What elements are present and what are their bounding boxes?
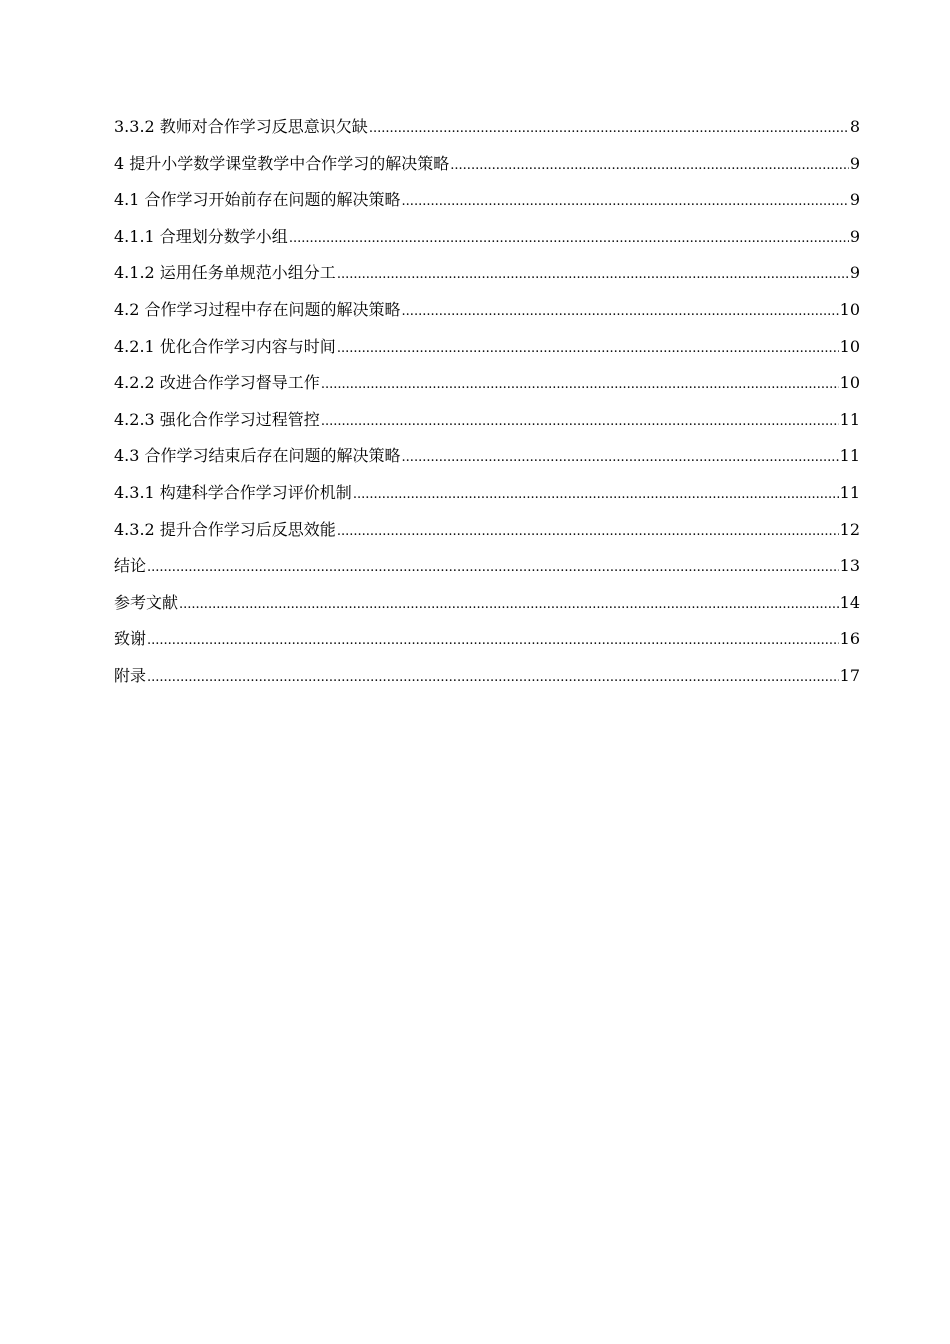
toc-entry-label: 4.1.2 运用任务单规范小组分工 bbox=[114, 263, 336, 283]
toc-entry bbox=[114, 480, 860, 517]
toc-entry-label: 4.3.1 构建科学合作学习评价机制 bbox=[114, 482, 352, 502]
toc-dot-leader bbox=[337, 336, 839, 362]
toc-entry-page: 17 bbox=[839, 665, 860, 685]
toc-entry-label: 4.2 合作学习过程中存在问题的解决策略 bbox=[114, 299, 401, 319]
toc-entry bbox=[114, 297, 860, 334]
toc-dot-leader bbox=[289, 226, 849, 252]
toc-entry-label: 4.1 合作学习开始前存在问题的解决策略 bbox=[114, 190, 401, 210]
toc-entry-label: 4 提升小学数学课堂教学中合作学习的解决策略 bbox=[114, 153, 450, 173]
toc-entry-page: 10 bbox=[839, 336, 860, 356]
toc-entry bbox=[114, 663, 860, 700]
toc-dot-leader bbox=[402, 299, 839, 325]
toc-entry-page: 8 bbox=[849, 117, 860, 136]
toc-entry-label: 结论 bbox=[114, 556, 147, 576]
toc-entry bbox=[114, 590, 860, 627]
toc-dot-leader bbox=[147, 628, 839, 654]
toc-entry bbox=[114, 187, 860, 224]
toc-entry-label: 4.1.1 合理划分数学小组 bbox=[114, 226, 288, 246]
toc-entry-page: 9 bbox=[849, 153, 860, 173]
toc-entry bbox=[114, 553, 860, 590]
toc-entry-label: 附录 bbox=[114, 665, 147, 685]
toc-entry-page: 9 bbox=[849, 263, 860, 283]
toc-entry-label: 致谢 bbox=[114, 629, 147, 649]
toc-dot-leader bbox=[321, 409, 839, 435]
toc-dot-leader bbox=[321, 372, 839, 398]
table-of-contents bbox=[114, 114, 860, 700]
toc-entry bbox=[114, 517, 860, 554]
toc-entry-page: 11 bbox=[839, 409, 860, 429]
toc-entry-page: 10 bbox=[839, 373, 860, 393]
toc-dot-leader bbox=[147, 665, 839, 691]
toc-entry-page: 16 bbox=[839, 629, 860, 649]
toc-entry-page: 10 bbox=[839, 299, 860, 319]
toc-dot-leader bbox=[337, 519, 839, 545]
toc-entry-label: 3.3.2 教师对合作学习反思意识欠缺 bbox=[114, 117, 368, 136]
toc-entry-page: 11 bbox=[839, 482, 860, 502]
toc-entry-label: 4.3 合作学习结束后存在问题的解决策略 bbox=[114, 446, 401, 466]
toc-entry bbox=[114, 407, 860, 444]
toc-entry-page: 12 bbox=[839, 519, 860, 539]
toc-dot-leader bbox=[369, 116, 849, 142]
toc-entry-label: 4.2.2 改进合作学习督导工作 bbox=[114, 373, 320, 393]
toc-dot-leader bbox=[337, 262, 849, 288]
toc-dot-leader bbox=[450, 153, 849, 179]
toc-entry-page: 9 bbox=[849, 190, 860, 210]
toc-entry bbox=[114, 626, 860, 663]
toc-entry bbox=[114, 443, 860, 480]
toc-entry-page: 14 bbox=[839, 592, 860, 612]
toc-entry-label: 4.2.1 优化合作学习内容与时间 bbox=[114, 336, 336, 356]
toc-entry bbox=[114, 224, 860, 261]
toc-dot-leader bbox=[402, 445, 839, 471]
toc-dot-leader bbox=[353, 482, 839, 508]
toc-entry-page: 11 bbox=[839, 446, 860, 466]
toc-entry bbox=[114, 370, 860, 407]
toc-dot-leader bbox=[147, 555, 839, 581]
toc-entry-label: 4.3.2 提升合作学习后反思效能 bbox=[114, 519, 336, 539]
toc-entry-page: 13 bbox=[839, 556, 860, 576]
toc-entry bbox=[114, 114, 860, 151]
toc-dot-leader bbox=[179, 592, 839, 618]
toc-entry bbox=[114, 260, 860, 297]
toc-entry bbox=[114, 151, 860, 188]
toc-entry bbox=[114, 334, 860, 371]
toc-entry-page: 9 bbox=[849, 226, 860, 246]
toc-entry-label: 参考文献 bbox=[114, 592, 179, 612]
toc-dot-leader bbox=[402, 189, 849, 215]
toc-entry-label: 4.2.3 强化合作学习过程管控 bbox=[114, 409, 320, 429]
